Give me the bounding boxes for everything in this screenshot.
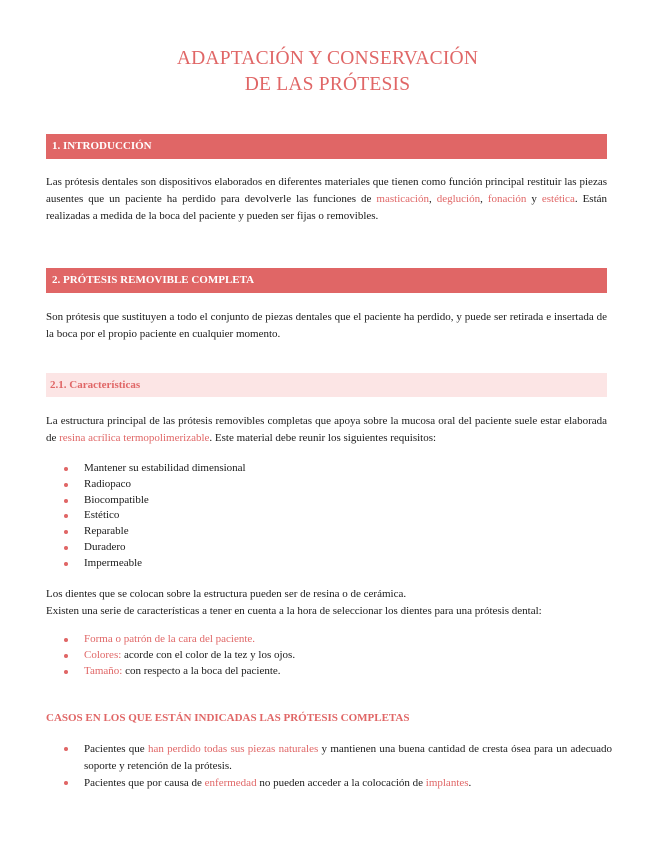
- colores-text: acorde con el color de la tez y los ojos.: [121, 648, 296, 661]
- introduccion-paragraph: [46, 174, 607, 225]
- caracteristicas-paragraph: [46, 413, 607, 447]
- section-heading-protesis-removible: 2. PRÓTESIS REMOVIBLE COMPLETA: [46, 268, 607, 293]
- list-item: [46, 664, 612, 680]
- title-line-2: DE LAS PRÓTESIS: [244, 74, 411, 95]
- casos-item-2-text: Pacientes que por causa de: [84, 777, 205, 789]
- list-item-text: Mantener su estabilidad dimensional: [84, 462, 246, 474]
- casos-item-1-text: Pacientes que: [84, 743, 148, 755]
- casos-item-2-mid: no pueden acceder a la colocación de: [256, 777, 426, 789]
- list-item: [46, 508, 612, 524]
- list-item: [46, 741, 612, 775]
- introduccion-text: Las prótesis dentales son dispositivos elaborados en diferentes materiales que tienen como función principal restituir las piezas ausentes que un paciente ha perdido para devolverle las funciones de: [46, 176, 607, 205]
- term-resina-acrilica: resina acrílica termopolimerizable: [59, 432, 210, 444]
- list-item: [46, 540, 612, 556]
- term-deglucion: deglución: [436, 193, 481, 205]
- section-heading-introduccion: 1. INTRODUCCIÓN: [46, 134, 607, 159]
- list-item: [46, 648, 612, 664]
- list-item: [46, 556, 612, 572]
- casos-heading: CASOS EN LOS QUE ESTÁN INDICADAS LAS PRÓTESIS COMPLETAS: [46, 712, 410, 724]
- casos-item-1-text-end: y mantienen una buena cantidad de cresta ósea para un adecuado soporte y retención de la prótesis.: [84, 743, 612, 772]
- bullet-icon: [64, 781, 68, 785]
- casos-item-1-highlight: han perdido todas sus piezas naturales: [147, 743, 319, 755]
- forma-text: Forma o patrón de la cara del paciente.: [84, 633, 256, 645]
- term-estetica: estética: [541, 193, 575, 205]
- bullet-icon: [64, 638, 68, 642]
- casos-list: [46, 741, 612, 792]
- term-fonacion: fonación: [487, 193, 527, 205]
- subsection-heading-caracteristicas: 2.1. Características: [46, 373, 607, 397]
- term-masticacion: masticación: [376, 193, 429, 205]
- caracteristicas-dientes-list: [46, 632, 612, 679]
- list-item: [46, 493, 612, 509]
- term-implantes: implantes: [425, 777, 469, 789]
- bullet-icon: [64, 530, 68, 534]
- list-item-text: Duradero: [84, 540, 126, 553]
- document-title: [0, 46, 655, 98]
- separator: y: [526, 193, 542, 205]
- separator: ,: [428, 193, 437, 205]
- caracteristicas-text: La estructura principal de las prótesis removibles completas que apoya sobre la mucosa oral del paciente suele estar elaborada de: [46, 415, 607, 444]
- list-item-text: Radiopaco: [84, 477, 132, 490]
- list-item-text: Impermeable: [84, 556, 143, 569]
- bullet-icon: [64, 747, 68, 751]
- bullet-icon: [64, 546, 68, 550]
- bullet-icon: [64, 670, 68, 674]
- dientes-line-1: Los dientes que se colocan sobre la estructura pueden ser de resina o de cerámica.: [46, 588, 407, 600]
- introduccion-text-end: . Están realizadas a medida de la boca del paciente y pueden ser fijas o removibles.: [46, 193, 608, 222]
- protesis-removible-paragraph: Son prótesis que sustituyen a todo el conjunto de piezas dentales que el paciente ha perdido, y puede ser retirada e insertada de la boca por el propio paciente en cualquier momento.: [46, 311, 607, 340]
- colores-label: Colores:: [84, 648, 122, 661]
- tamano-label: Tamaño:: [84, 664, 123, 677]
- requisitos-list: [46, 461, 612, 572]
- title-line-1: ADAPTACIÓN Y CONSERVACIÓN: [176, 48, 479, 69]
- tamano-text: con respecto a la boca del paciente.: [122, 664, 281, 677]
- list-item-text: Reparable: [84, 525, 129, 538]
- list-item: [46, 477, 612, 493]
- bullet-icon: [64, 562, 68, 566]
- casos-item-2-end: .: [468, 777, 472, 789]
- bullet-icon: [64, 483, 68, 487]
- term-enfermedad: enfermedad: [204, 777, 257, 789]
- dientes-line-2: Existen una serie de características a tener en cuenta a la hora de seleccionar los dientes para una prótesis dental:: [46, 605, 542, 617]
- caracteristicas-text-end: . Este material debe reunir los siguientes requisitos:: [209, 432, 437, 444]
- list-item-text: Biocompatible: [84, 493, 149, 506]
- separator: ,: [480, 193, 488, 205]
- list-item: [46, 524, 612, 540]
- list-item-text: Estético: [84, 509, 120, 522]
- bullet-icon: [64, 654, 68, 658]
- bullet-icon: [64, 514, 68, 518]
- bullet-icon: [64, 467, 68, 471]
- bullet-icon: [64, 499, 68, 503]
- dientes-paragraph: [46, 586, 607, 620]
- list-item: [46, 632, 612, 648]
- list-item: [46, 461, 612, 477]
- list-item: [46, 775, 612, 792]
